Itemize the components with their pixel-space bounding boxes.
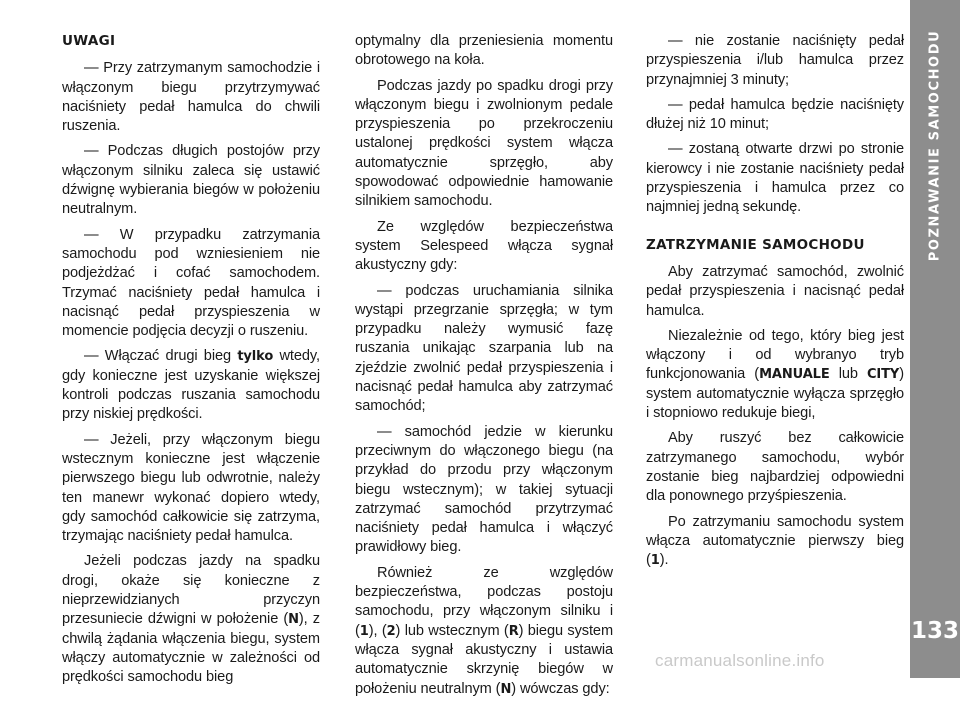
section-heading-stopping: ZATRZYMANIE SAMOCHODU xyxy=(646,236,865,253)
paragraph: — samochód jedzie w kierunku przeciwnym do włączonego biegu (na przykład do przodu przy włączonym biegu wstecznym); w takiej sytuacji zatrzymać samochód przytrzymać naciśniety pedał hamulca i włączyć prawidłowy bieg. xyxy=(355,423,613,556)
gear-symbol: 1 xyxy=(650,553,660,569)
text-column-middle xyxy=(355,32,613,705)
page-number: 133 xyxy=(910,618,959,644)
paragraph: optymalny dla przeniesienia momentu obrotowego na koła. xyxy=(355,33,613,69)
paragraph: — zostaną otwarte drzwi po stronie kierowcy i nie zostanie naciśniety pedał przyspieszenia i hamulca przez co najmniej jedną sekundę. xyxy=(646,141,904,216)
text-column-left xyxy=(62,32,320,694)
paragraph: — nie zostanie naciśnięty pedał przyspieszenia i/lub hamulca przez przynajmniej 3 minuty; xyxy=(646,33,904,88)
paragraph: Po zatrzymaniu samochodu system włącza automatycznie pierwszy bieg (1). xyxy=(646,513,904,569)
paragraph: — pedał hamulca będzie naciśnięty dłużej niż 10 minut; xyxy=(646,96,904,133)
paragraph: — Włączać drugi bieg tylko wtedy, gdy konieczne jest uzyskanie większej kontroli podczas ruszania samochodu przy niskiej prędkości. xyxy=(62,348,320,423)
paragraph: Niezależnie od tego, który bieg jest włączony i od wybranyo tryb funkcjonowania (MANUALE lub CITY) system automatycznie wyłącza sprzęgło i stopniowo redukuje biegi, xyxy=(646,327,905,422)
paragraph: Podczas jazdy po spadku drogi przy włączonym biegu i zwolnionym pedale przyspieszenia po przekroczeniu ustalonej prędkości system włącza automatycznie sprzęgło, aby spowodować odpowiednie hamowanie silnikiem samochodu. xyxy=(355,77,613,210)
section-heading-notes: UWAGI xyxy=(62,33,116,49)
paragraph: Aby zatrzymać samochód, zwolnić pedał przyspieszenia i nacisnąć pedał hamulca. xyxy=(646,263,904,319)
gear-symbol: 2 xyxy=(386,623,396,639)
gear-symbol: R xyxy=(508,623,519,639)
mode-name: MANUALE xyxy=(759,367,830,383)
chapter-title xyxy=(910,0,960,290)
watermark: carmanualsonline.info xyxy=(655,651,825,670)
paragraph: — Podczas długich postojów przy włączonym silniku zaleca się ustawić dźwignę wybierania biegów w położeniu neutralnym. xyxy=(62,143,320,218)
mode-name: CITY xyxy=(866,367,900,383)
paragraph: Jeżeli podczas jazdy na spadku drogi, okaże się konieczne z nieprzewidzianych przyczyn przesuniecie dźwigni w położenie (N), z chwilą żądania włączenia biegu, system włączy automatycznie w zależności od prędkości samochodu bieg xyxy=(62,553,320,686)
gear-symbol: N xyxy=(288,612,299,628)
gear-symbol: 1 xyxy=(359,623,369,639)
gear-symbol: N xyxy=(500,681,512,697)
paragraph: Aby ruszyć bez całkowicie zatrzymanego samochodu, wybór zostanie bieg najbardziej odpowiedni dla ponownego przyśpieszenia. xyxy=(646,430,904,505)
paragraph: — podczas uruchamiania silnika wystąpi przegrzanie sprzęgła; w tym przypadku należy wymusić fazę ruszania unikając szarpania lub na zjeździe zwolnić pedał przyspieszenia i nacisnąć pedał hamulca aby zatrzymać samochód; xyxy=(355,282,613,415)
paragraph: — W przypadku zatrzymania samochodu pod wzniesieniem nie podjeżdżać i cofać samochodem. Trzymać naciśniety pedał hamulca i nacisnąć pedał przyspieszenia w momencie podjęcia decyzji o ruszeniu. xyxy=(62,226,320,340)
paragraph: — Jeżeli, przy włączonym biegu wstecznym konieczne jest włączenie pierwszego biegu lub odwrotnie, należy ten manewr wykonać dopiero wtedy, gdy samochód całkowicie się zatrzyma, trzymając naciśniety pedał hamulca. xyxy=(62,431,320,545)
text-column-right xyxy=(646,32,904,576)
chapter-sidebar xyxy=(910,0,960,678)
emphasis-text: tylko xyxy=(237,349,274,365)
paragraph: — Przy zatrzymanym samochodzie i włączonym biegu przytrzymywać naciśniety pedał hamulca do chwili ruszenia. xyxy=(62,60,320,135)
paragraph: Ze względów bezpieczeństwa system Selespeed włącza sygnał akustyczny gdy: xyxy=(355,218,613,274)
paragraph: Również ze względów bezpieczeństwa, podczas postoju samochodu, przy włączonym silniku i (1), (2) lub wstecznym (R) biegu system włącza sygnał akustyczny i ustawia automatycznie skrzynię biegów w położeniu neutralnym (N) wówczas gdy: xyxy=(355,564,613,697)
chapter-title-text: POZNAWANIE SAMOCHODU xyxy=(927,29,943,261)
